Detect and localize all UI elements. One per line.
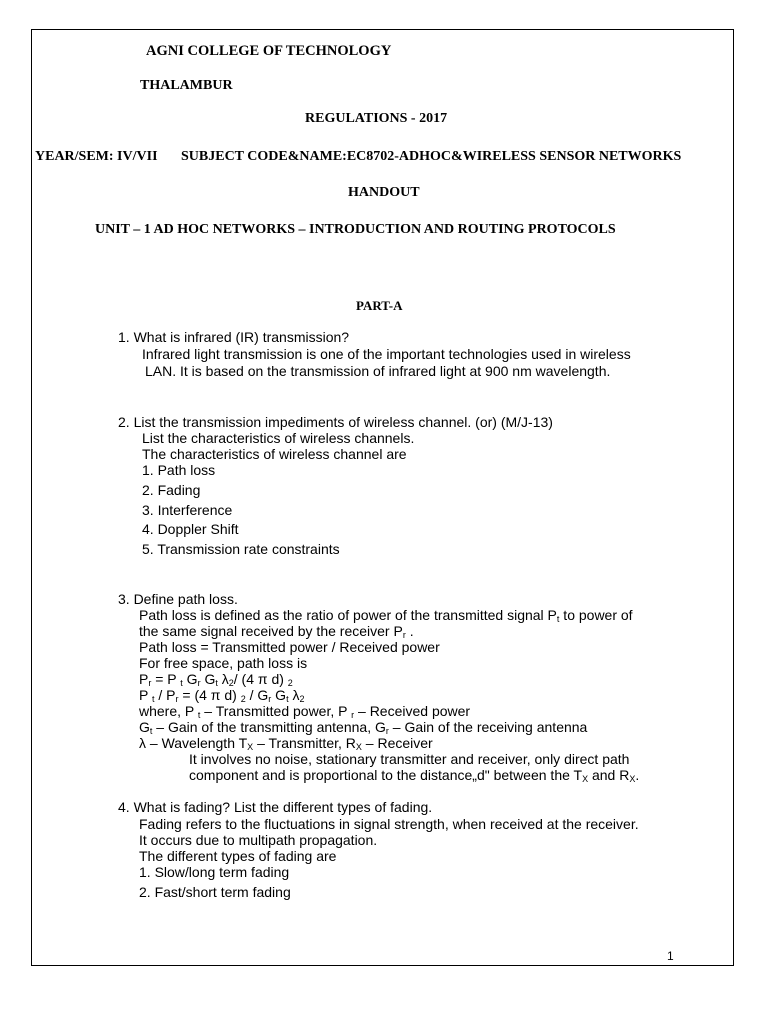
q2-item: 4. Doppler Shift (142, 521, 239, 537)
q1-answer-line1: Infrared light transmission is one of the important technologies used in wireless (142, 346, 631, 362)
year-sem: YEAR/SEM: IV/VII (35, 149, 158, 164)
q3-formula1: $P_r = P$ $_t$ $G_r$ $G_t$ $\lambda_2/$ (4 π d) $_2$ (139, 671, 293, 688)
q2-item: 3. Interference (142, 502, 233, 518)
unit-title: UNIT – 1 AD HOC NETWORKS – INTRODUCTION AND ROUTING PROTOCOLS (95, 222, 616, 237)
q3-where-line: where, P $_t$ – Transmitted power, P $_r$ – Received power (139, 703, 471, 720)
q4-item: 2. Fast/short term fading (139, 884, 291, 900)
q4-intro: The different types of fading are (139, 848, 337, 864)
q4-answer-line1: Fading refers to the fluctuations in signal strength, when received at the receiver. (139, 816, 639, 832)
q3-gain-line: $G_t$ – Gain of the transmitting antenna, $G_r$ – Gain of the receiving antenna (139, 719, 588, 736)
q3-definition-line2: the same signal received by the receiver $P_r$ . (139, 623, 414, 640)
q3-lambda-line: λ – Wavelength $T_X$ – Transmitter, $R_X$ – Receiver (139, 735, 433, 752)
subject: SUBJECT CODE&NAME:EC8702-ADHOC&WIRELESS SENSOR NETWORKS (181, 149, 682, 164)
q1-answer-line2: LAN. It is based on the transmission of infrared light at 900 nm wavelength. (145, 363, 611, 379)
q3-equation-text: Path loss = Transmitted power / Received power (139, 639, 440, 655)
q3-definition-line1: Path loss is defined as the ratio of power of the transmitted signal $P_t$ to power of (139, 607, 633, 624)
q2-alt-question: List the characteristics of wireless channels. (142, 430, 415, 446)
q2-item: 1. Path loss (142, 462, 216, 478)
q3-question: 3. Define path loss. (118, 591, 238, 607)
q4-item: 1. Slow/long term fading (139, 864, 290, 880)
q3-free-space: For free space, path loss is (139, 655, 308, 671)
q4-answer-line2: It occurs due to multipath propagation. (139, 832, 378, 848)
q1-question: 1. What is infrared (IR) transmission? (118, 329, 350, 345)
part-title: PART-A (356, 298, 403, 313)
regulations: REGULATIONS - 2017 (305, 111, 448, 126)
handout-title: HANDOUT (348, 185, 420, 200)
college-name: AGNI COLLEGE OF TECHNOLOGY (146, 43, 392, 59)
page-number: 1 (667, 949, 674, 963)
q3-note-line1: It involves no noise, stationary transmitter and receiver, only direct path (189, 751, 630, 767)
q3-note-line2: component and is proportional to the distance„d" between the $T_X$ and $R_X$. (189, 767, 640, 784)
q4-question: 4. What is fading? List the different types of fading. (118, 799, 433, 815)
q3-formula2: P $_t / P_r = (4$ π d) $_2 / G_r$ $G_t$ $\lambda_2$ (139, 687, 305, 704)
q2-item: 2. Fading (142, 482, 201, 498)
q2-question: 2. List the transmission impediments of wireless channel. (or) (M/J-13) (118, 414, 553, 430)
place-name: THALAMBUR (140, 78, 233, 93)
q2-item: 5. Transmission rate constraints (142, 541, 340, 557)
q2-intro: The characteristics of wireless channel are (142, 446, 407, 462)
